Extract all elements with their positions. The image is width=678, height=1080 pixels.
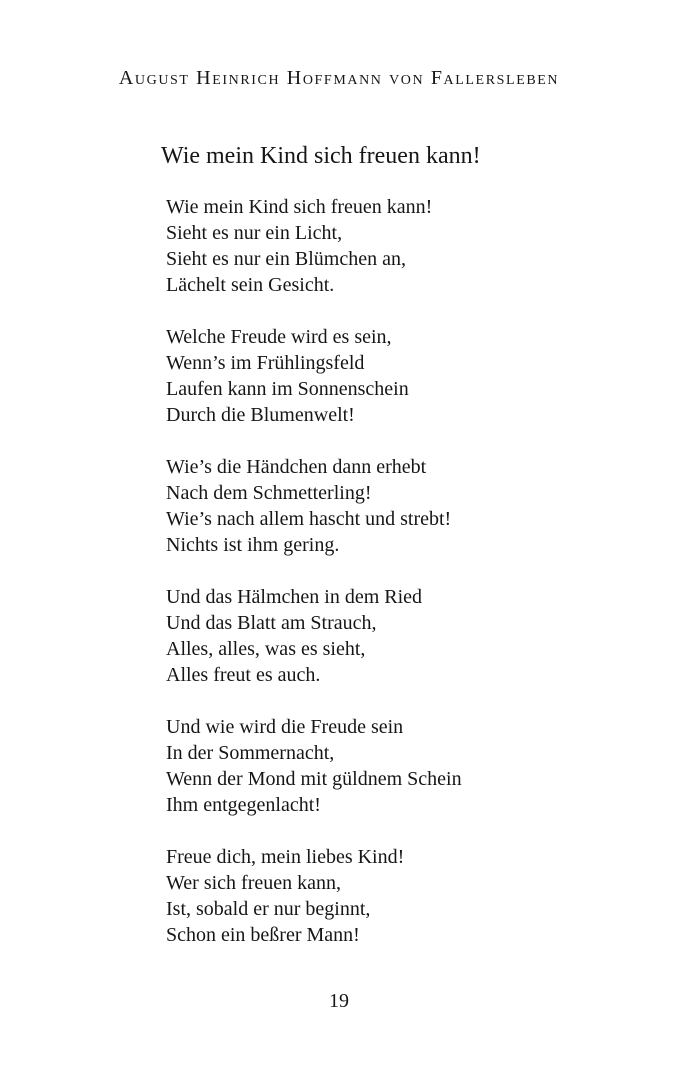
stanza-2 [166,324,462,428]
poem-line: Ihm entgegenlacht! [166,794,321,816]
stanza-6 [166,844,462,948]
poem-title: Wie mein Kind sich freuen kann! [161,143,481,169]
poem-line: Und wie wird die Freude sein [166,716,404,738]
running-head: August Heinrich Hoffmann von Fallersleben [118,67,560,89]
poem-line: Alles, alles, was es sieht, [166,638,366,660]
poem-line: Durch die Blumenwelt! [166,404,355,426]
poem-line: Wenn der Mond mit güldnem Schein [166,768,462,790]
poem-line: Und das Hälmchen in dem Ried [166,586,423,608]
poem-line: Nach dem Schmetterling! [166,482,372,504]
poem-line: Nichts ist ihm gering. [166,534,340,556]
stanza-5 [166,714,462,818]
poem-line: Wer sich freuen kann, [166,872,341,894]
poem-line: Und das Blatt am Strauch, [166,612,377,634]
poem-line: Alles freut es auch. [166,664,321,686]
poem-line: Freue dich, mein liebes Kind! [166,846,405,868]
poem-body [166,194,462,974]
poem-line: Schon ein beßrer Mann! [166,924,360,946]
poem-line: Ist, sobald er nur beginnt, [166,898,371,920]
poem-line: Wenn’s im Frühlingsfeld [166,352,365,374]
stanza-4 [166,584,462,688]
poem-line: Wie’s nach allem hascht und strebt! [166,508,452,530]
poem-line: Lächelt sein Gesicht. [166,274,335,296]
stanza-3 [166,454,462,558]
poem-line: Laufen kann im Sonnenschein [166,378,409,400]
page-number: 19 [329,990,349,1012]
poem-line: Wie’s die Händchen dann erhebt [166,456,427,478]
poem-line: In der Sommernacht, [166,742,335,764]
poem-line: Sieht es nur ein Blümchen an, [166,248,406,270]
poem-line: Sieht es nur ein Licht, [166,222,343,244]
poem-line: Wie mein Kind sich freuen kann! [166,196,433,218]
stanza-1 [166,194,462,298]
poem-line: Welche Freude wird es sein, [166,326,392,348]
